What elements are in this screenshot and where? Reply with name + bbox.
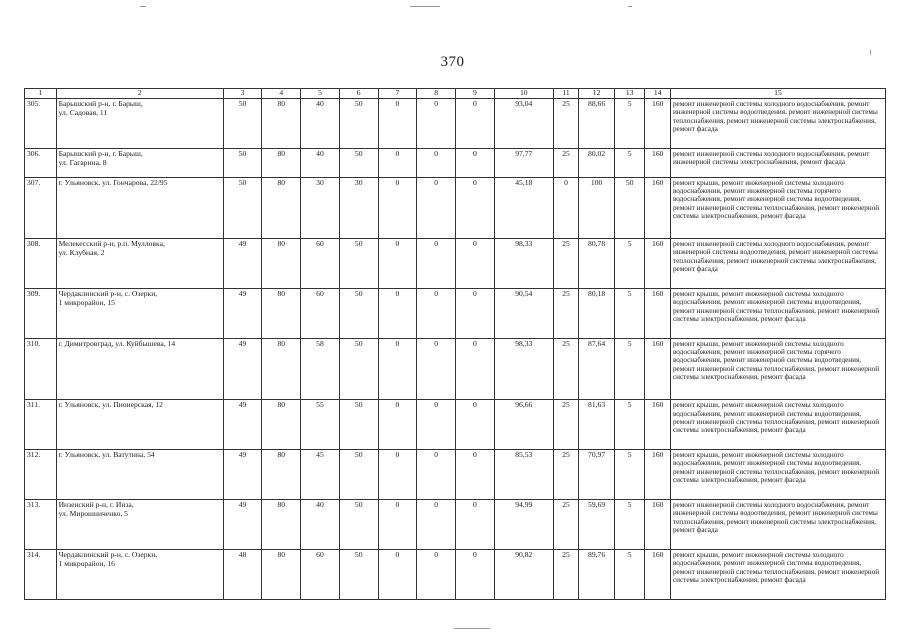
value-cell-8: 0: [417, 148, 456, 177]
value-cell-11: 25: [553, 400, 578, 450]
value-cell-6: 50: [339, 238, 378, 288]
value-cell-5: 55: [301, 400, 340, 450]
scan-artifact: [140, 6, 146, 7]
value-cell-3: 50: [223, 98, 262, 148]
value-cell-11: 25: [553, 500, 578, 550]
value-cell-14: 160: [645, 177, 670, 238]
row-number: 305.: [25, 98, 57, 148]
address-cell: г. Ульяновск, ул. Пионерская, 12: [56, 400, 223, 450]
value-cell-6: 50: [339, 148, 378, 177]
table-row: [25, 177, 886, 238]
value-cell-6: 50: [339, 288, 378, 338]
works-description-cell: ремонт крыши, ремонт инженерной системы холодного водоснабжения, ремонт инженерной системы горячего водоснабжения, ремонт инженерной системы водоотведения, ремонт инженерной системы теплоснабжения, ремонт инженерной системы электроснабжения, ремонт фасада: [670, 338, 885, 399]
row-number: 308.: [25, 238, 57, 288]
value-cell-14: 160: [645, 98, 670, 148]
value-cell-14: 160: [645, 500, 670, 550]
value-cell-10: 45,18: [494, 177, 553, 238]
column-header: 6: [339, 89, 378, 99]
address-cell: Инзенский р-н, г. Инза, ул. Мирошниченко, 5: [56, 500, 223, 550]
table-row: [25, 338, 886, 399]
value-cell-5: 40: [301, 500, 340, 550]
value-cell-5: 60: [301, 288, 340, 338]
value-cell-13: 5: [614, 238, 645, 288]
table-row: [25, 288, 886, 338]
value-cell-9: 0: [455, 177, 494, 238]
address-cell: Чердаклинский р-н, с. Озерки, 1 микрорайон, 16: [56, 549, 223, 599]
value-cell-5: 60: [301, 238, 340, 288]
row-number: 312.: [25, 450, 57, 500]
value-cell-6: 30: [339, 177, 378, 238]
value-cell-4: 80: [262, 148, 301, 177]
table-row: [25, 450, 886, 500]
address-cell: Мелекесский р-н, р.п. Мулловка, ул. Клубная, 2: [56, 238, 223, 288]
value-cell-3: 48: [223, 549, 262, 599]
value-cell-14: 160: [645, 450, 670, 500]
works-description-cell: ремонт инженерной системы холодного водоснабжения, ремонт инженерной системы электроснабжения, ремонт фасада: [670, 148, 885, 177]
value-cell-5: 40: [301, 148, 340, 177]
column-header: 11: [553, 89, 578, 99]
value-cell-12: 88,66: [579, 98, 615, 148]
value-cell-9: 0: [455, 549, 494, 599]
value-cell-4: 80: [262, 400, 301, 450]
value-cell-13: 5: [614, 450, 645, 500]
value-cell-6: 50: [339, 549, 378, 599]
value-cell-5: 30: [301, 177, 340, 238]
works-description-cell: ремонт крыши, ремонт инженерной системы холодного водоснабжения, ремонт инженерной системы водоотведения, ремонт инженерной системы теплоснабжения, ремонт инженерной системы электроснабжения, ремонт фасада: [670, 450, 885, 500]
value-cell-7: 0: [378, 288, 417, 338]
value-cell-8: 0: [417, 338, 456, 399]
value-cell-9: 0: [455, 98, 494, 148]
works-description-cell: ремонт инженерной системы холодного водоснабжения, ремонт инженерной системы водоотведения, ремонт инженерной системы теплоснабжения, ремонт инженерной системы электроснабжения, ремонт фасада: [670, 238, 885, 288]
value-cell-3: 49: [223, 400, 262, 450]
works-description-cell: ремонт крыши, ремонт инженерной системы холодного водоснабжения, ремонт инженерной системы горячего водоснабжения, ремонт инженерной системы водоотведения, ремонт инженерной системы теплоснабжения, ремонт инженерной системы электроснабжения, ремонт фасада: [670, 177, 885, 238]
value-cell-3: 49: [223, 500, 262, 550]
column-header: 4: [262, 89, 301, 99]
column-header: 8: [417, 89, 456, 99]
value-cell-10: 98,33: [494, 238, 553, 288]
value-cell-4: 80: [262, 500, 301, 550]
address-cell: Чердаклинский р-н, с. Озерки, 1 микрорайон, 15: [56, 288, 223, 338]
row-number: 310.: [25, 338, 57, 399]
value-cell-4: 80: [262, 177, 301, 238]
value-cell-11: 25: [553, 238, 578, 288]
value-cell-6: 50: [339, 500, 378, 550]
header-row: [25, 89, 886, 99]
address-cell: г. Ульяновск, ул. Гончарова, 22/95: [56, 177, 223, 238]
page-number: 370: [440, 54, 465, 70]
value-cell-11: 25: [553, 98, 578, 148]
works-description-cell: ремонт крыши, ремонт инженерной системы холодного водоснабжения, ремонт инженерной системы водоотведения, ремонт инженерной системы теплоснабжения, ремонт инженерной системы электроснабжения, ремонт фасада: [670, 549, 885, 599]
value-cell-4: 80: [262, 450, 301, 500]
value-cell-6: 50: [339, 98, 378, 148]
works-description-cell: ремонт крыши, ремонт инженерной системы холодного водоснабжения, ремонт инженерной системы водоотведения, ремонт инженерной системы теплоснабжения, ремонт инженерной системы электроснабжения, ремонт фасада: [670, 400, 885, 450]
value-cell-12: 81,63: [579, 400, 615, 450]
works-description-cell: ремонт инженерной системы холодного водоснабжения, ремонт инженерной системы водоотведения, ремонт инженерной системы теплоснабжения, ремонт инженерной системы электроснабжения, ремонт фасада: [670, 98, 885, 148]
value-cell-4: 80: [262, 549, 301, 599]
row-number: 306.: [25, 148, 57, 177]
value-cell-11: 0: [553, 177, 578, 238]
value-cell-5: 45: [301, 450, 340, 500]
value-cell-8: 0: [417, 500, 456, 550]
column-header: 13: [614, 89, 645, 99]
value-cell-10: 97,77: [494, 148, 553, 177]
value-cell-14: 160: [645, 148, 670, 177]
column-header: 7: [378, 89, 417, 99]
row-number: 314.: [25, 549, 57, 599]
value-cell-8: 0: [417, 238, 456, 288]
value-cell-12: 100: [579, 177, 615, 238]
value-cell-8: 0: [417, 98, 456, 148]
scan-artifact: [454, 628, 490, 629]
value-cell-10: 98,33: [494, 338, 553, 399]
scan-artifact: [628, 6, 632, 7]
value-cell-11: 25: [553, 450, 578, 500]
value-cell-13: 5: [614, 500, 645, 550]
row-number: 311.: [25, 400, 57, 450]
value-cell-14: 160: [645, 549, 670, 599]
repair-schedule-table: [24, 88, 886, 600]
value-cell-14: 160: [645, 288, 670, 338]
value-cell-7: 0: [378, 549, 417, 599]
value-cell-13: 5: [614, 148, 645, 177]
column-header: 10: [494, 89, 553, 99]
value-cell-12: 80,18: [579, 288, 615, 338]
value-cell-8: 0: [417, 450, 456, 500]
value-cell-10: 90,54: [494, 288, 553, 338]
column-header: 1: [25, 89, 57, 99]
value-cell-3: 50: [223, 177, 262, 238]
value-cell-7: 0: [378, 338, 417, 399]
value-cell-7: 0: [378, 400, 417, 450]
value-cell-3: 49: [223, 450, 262, 500]
value-cell-3: 50: [223, 148, 262, 177]
value-cell-9: 0: [455, 338, 494, 399]
column-header: 3: [223, 89, 262, 99]
value-cell-10: 85,53: [494, 450, 553, 500]
value-cell-14: 160: [645, 338, 670, 399]
value-cell-12: 80,78: [579, 238, 615, 288]
value-cell-8: 0: [417, 177, 456, 238]
value-cell-6: 50: [339, 338, 378, 399]
value-cell-7: 0: [378, 177, 417, 238]
value-cell-9: 0: [455, 238, 494, 288]
value-cell-4: 80: [262, 288, 301, 338]
scan-artifact: [410, 6, 440, 7]
value-cell-11: 25: [553, 338, 578, 399]
works-description-cell: ремонт крыши, ремонт инженерной системы холодного водоснабжения, ремонт инженерной системы водоотведения, ремонт инженерной системы теплоснабжения, ремонт инженерной системы электроснабжения, ремонт фасада: [670, 288, 885, 338]
table-row: [25, 98, 886, 148]
value-cell-4: 80: [262, 98, 301, 148]
address-cell: Барышский р-н, г. Барыш, ул. Гагарина, 8: [56, 148, 223, 177]
value-cell-3: 49: [223, 338, 262, 399]
value-cell-9: 0: [455, 500, 494, 550]
table-row: [25, 148, 886, 177]
value-cell-9: 0: [455, 400, 494, 450]
value-cell-14: 160: [645, 238, 670, 288]
value-cell-11: 25: [553, 148, 578, 177]
value-cell-13: 5: [614, 288, 645, 338]
value-cell-13: 5: [614, 549, 645, 599]
column-header: 15: [670, 89, 885, 99]
value-cell-7: 0: [378, 450, 417, 500]
value-cell-12: 89,76: [579, 549, 615, 599]
value-cell-13: 50: [614, 177, 645, 238]
value-cell-3: 49: [223, 288, 262, 338]
value-cell-12: 87,64: [579, 338, 615, 399]
value-cell-13: 5: [614, 400, 645, 450]
address-cell: Барышский р-н, г. Барыш, ул. Садовая, 11: [56, 98, 223, 148]
table-row: [25, 549, 886, 599]
value-cell-12: 70,97: [579, 450, 615, 500]
value-cell-10: 94,99: [494, 500, 553, 550]
row-number: 313.: [25, 500, 57, 550]
row-number: 309.: [25, 288, 57, 338]
value-cell-5: 40: [301, 98, 340, 148]
value-cell-7: 0: [378, 500, 417, 550]
value-cell-7: 0: [378, 98, 417, 148]
address-cell: г. Димитровград, ул. Куйбышева, 14: [56, 338, 223, 399]
works-description-cell: ремонт инженерной системы холодного водоснабжения, ремонт инженерной системы водоотведения, ремонт инженерной системы теплоснабжения, ремонт инженерной системы электроснабжения, ремонт фасада: [670, 500, 885, 550]
value-cell-6: 50: [339, 400, 378, 450]
value-cell-7: 0: [378, 148, 417, 177]
address-cell: г. Ульяновск, ул. Ватутина, 54: [56, 450, 223, 500]
value-cell-10: 90,82: [494, 549, 553, 599]
value-cell-10: 96,66: [494, 400, 553, 450]
value-cell-7: 0: [378, 238, 417, 288]
value-cell-9: 0: [455, 148, 494, 177]
value-cell-5: 58: [301, 338, 340, 399]
value-cell-14: 160: [645, 400, 670, 450]
value-cell-12: 80,02: [579, 148, 615, 177]
value-cell-11: 25: [553, 549, 578, 599]
column-header: 14: [645, 89, 670, 99]
value-cell-12: 59,69: [579, 500, 615, 550]
value-cell-5: 60: [301, 549, 340, 599]
value-cell-13: 5: [614, 98, 645, 148]
column-header: 5: [301, 89, 340, 99]
value-cell-4: 80: [262, 338, 301, 399]
value-cell-9: 0: [455, 450, 494, 500]
value-cell-8: 0: [417, 549, 456, 599]
value-cell-4: 80: [262, 238, 301, 288]
value-cell-9: 0: [455, 288, 494, 338]
column-header: 12: [579, 89, 615, 99]
value-cell-3: 49: [223, 238, 262, 288]
value-cell-13: 5: [614, 338, 645, 399]
value-cell-10: 93,04: [494, 98, 553, 148]
row-number: 307.: [25, 177, 57, 238]
table-row: [25, 400, 886, 450]
column-header: 9: [455, 89, 494, 99]
value-cell-8: 0: [417, 288, 456, 338]
value-cell-6: 50: [339, 450, 378, 500]
table-row: [25, 238, 886, 288]
column-header: 2: [56, 89, 223, 99]
value-cell-11: 25: [553, 288, 578, 338]
value-cell-8: 0: [417, 400, 456, 450]
table-row: [25, 500, 886, 550]
